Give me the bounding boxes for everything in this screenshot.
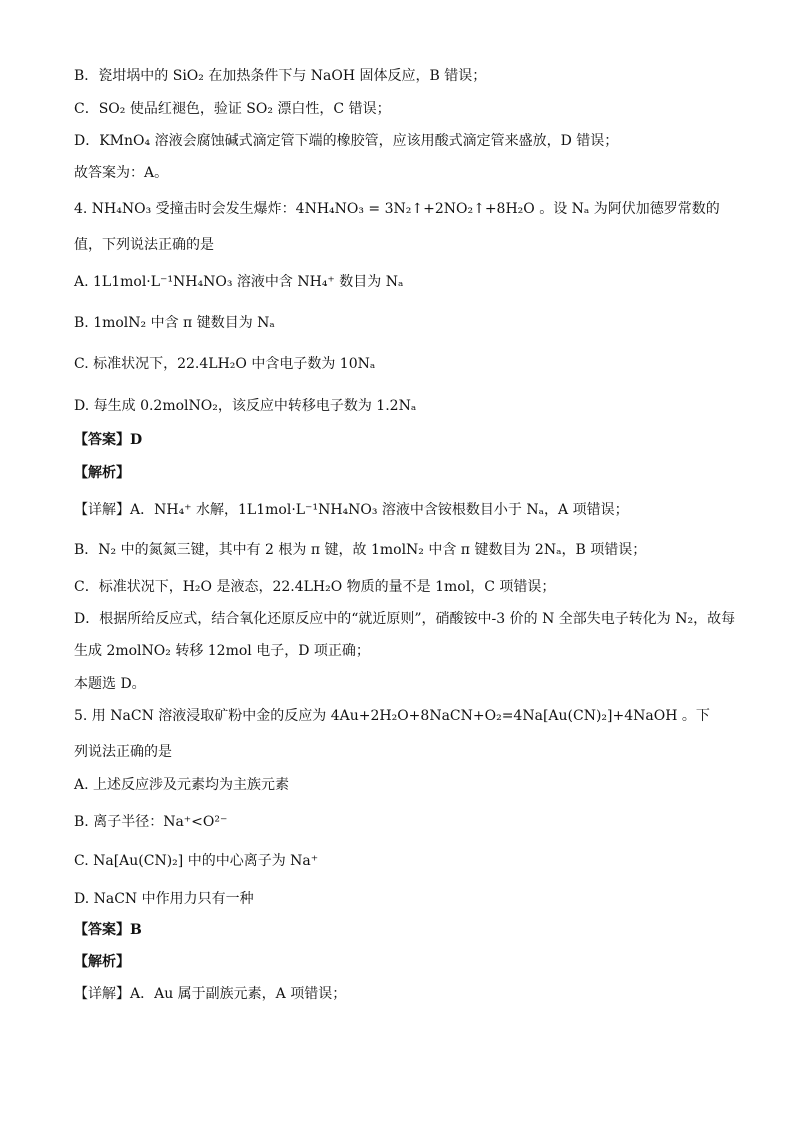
explanation-line-b: B．瓷坩埚中的 SiO₂ 在加热条件下与 NaOH 固体反应，B 错误； xyxy=(74,68,487,84)
question-5-stem-cont: 列说法正确的是 xyxy=(74,744,172,760)
question-5-analysis-heading: 【解析】 xyxy=(74,954,130,970)
question-4-answer: 【答案】D xyxy=(74,432,143,448)
question-4-analysis-heading: 【解析】 xyxy=(74,465,130,481)
question-4-option-a: A. 1L1mol·L⁻¹NH₄NO₃ 溶液中含 NH₄⁺ 数目为 Nₐ xyxy=(74,274,404,290)
explanation-line-c: C．SO₂ 使品红褪色，验证 SO₂ 漂白性，C 错误； xyxy=(74,101,391,117)
question-5-option-c: C. Na[Au(CN)₂] 中的中心离子为 Na⁺ xyxy=(74,853,319,869)
question-5-option-b: B. 离子半径：Na⁺<O²⁻ xyxy=(74,814,228,830)
question-4-option-b: B. 1molN₂ 中含 π 键数目为 Nₐ xyxy=(74,315,275,331)
question-4-detail-a: 【详解】A．NH₄⁺ 水解，1L1mol·L⁻¹NH₄NO₃ 溶液中含铵根数目小于 Nₐ，A 项错误； xyxy=(74,502,629,518)
question-4-option-c: C. 标准状况下，22.4LH₂O 中含电子数为 10Nₐ xyxy=(74,356,376,372)
question-4-detail-d: D．根据所给反应式，结合氧化还原反应中的“就近原则”，硝酸铵中-3 价的 N 全部失电子转化为 N₂，故每 xyxy=(74,611,736,627)
question-5-option-a: A. 上述反应涉及元素均为主族元素 xyxy=(74,777,290,793)
question-4-conclusion: 本题选 D。 xyxy=(74,676,146,692)
question-5-answer: 【答案】B xyxy=(74,922,142,938)
question-5-detail-a: 【详解】A．Au 属于副族元素，A 项错误； xyxy=(74,986,347,1002)
question-4-detail-d-cont: 生成 2molNO₂ 转移 12mol 电子，D 项正确； xyxy=(74,643,370,659)
question-4-stem-cont: 值，下列说法正确的是 xyxy=(74,237,214,253)
question-4-detail-c: C．标准状况下，H₂O 是液态，22.4LH₂O 物质的量不是 1mol，C 项错误； xyxy=(74,579,556,595)
answer-summary: 故答案为：A。 xyxy=(74,165,169,181)
question-4-stem: 4. NH₄NO₃ 受撞击时会发生爆炸：4NH₄NO₃ = 3N₂↑+2NO₂↑+8H₂O 。设 Nₐ 为阿伏加德罗常数的 xyxy=(74,201,720,217)
explanation-line-d: D．KMnO₄ 溶液会腐蚀碱式滴定管下端的橡胶管，应该用酸式滴定管来盛放，D 错误； xyxy=(74,133,619,149)
question-4-option-d: D. 每生成 0.2molNO₂，该反应中转移电子数为 1.2Nₐ xyxy=(74,398,417,414)
question-5-option-d: D. NaCN 中作用力只有一种 xyxy=(74,891,254,907)
question-4-detail-b: B．N₂ 中的氮氮三键，其中有 2 根为 π 键，故 1molN₂ 中含 π 键数目为 2Nₐ，B 项错误； xyxy=(74,542,647,558)
question-5-stem: 5. 用 NaCN 溶液浸取矿粉中金的反应为 4Au+2H₂O+8NaCN+O₂=4Na[Au(CN)₂]+4NaOH 。下 xyxy=(74,708,710,724)
